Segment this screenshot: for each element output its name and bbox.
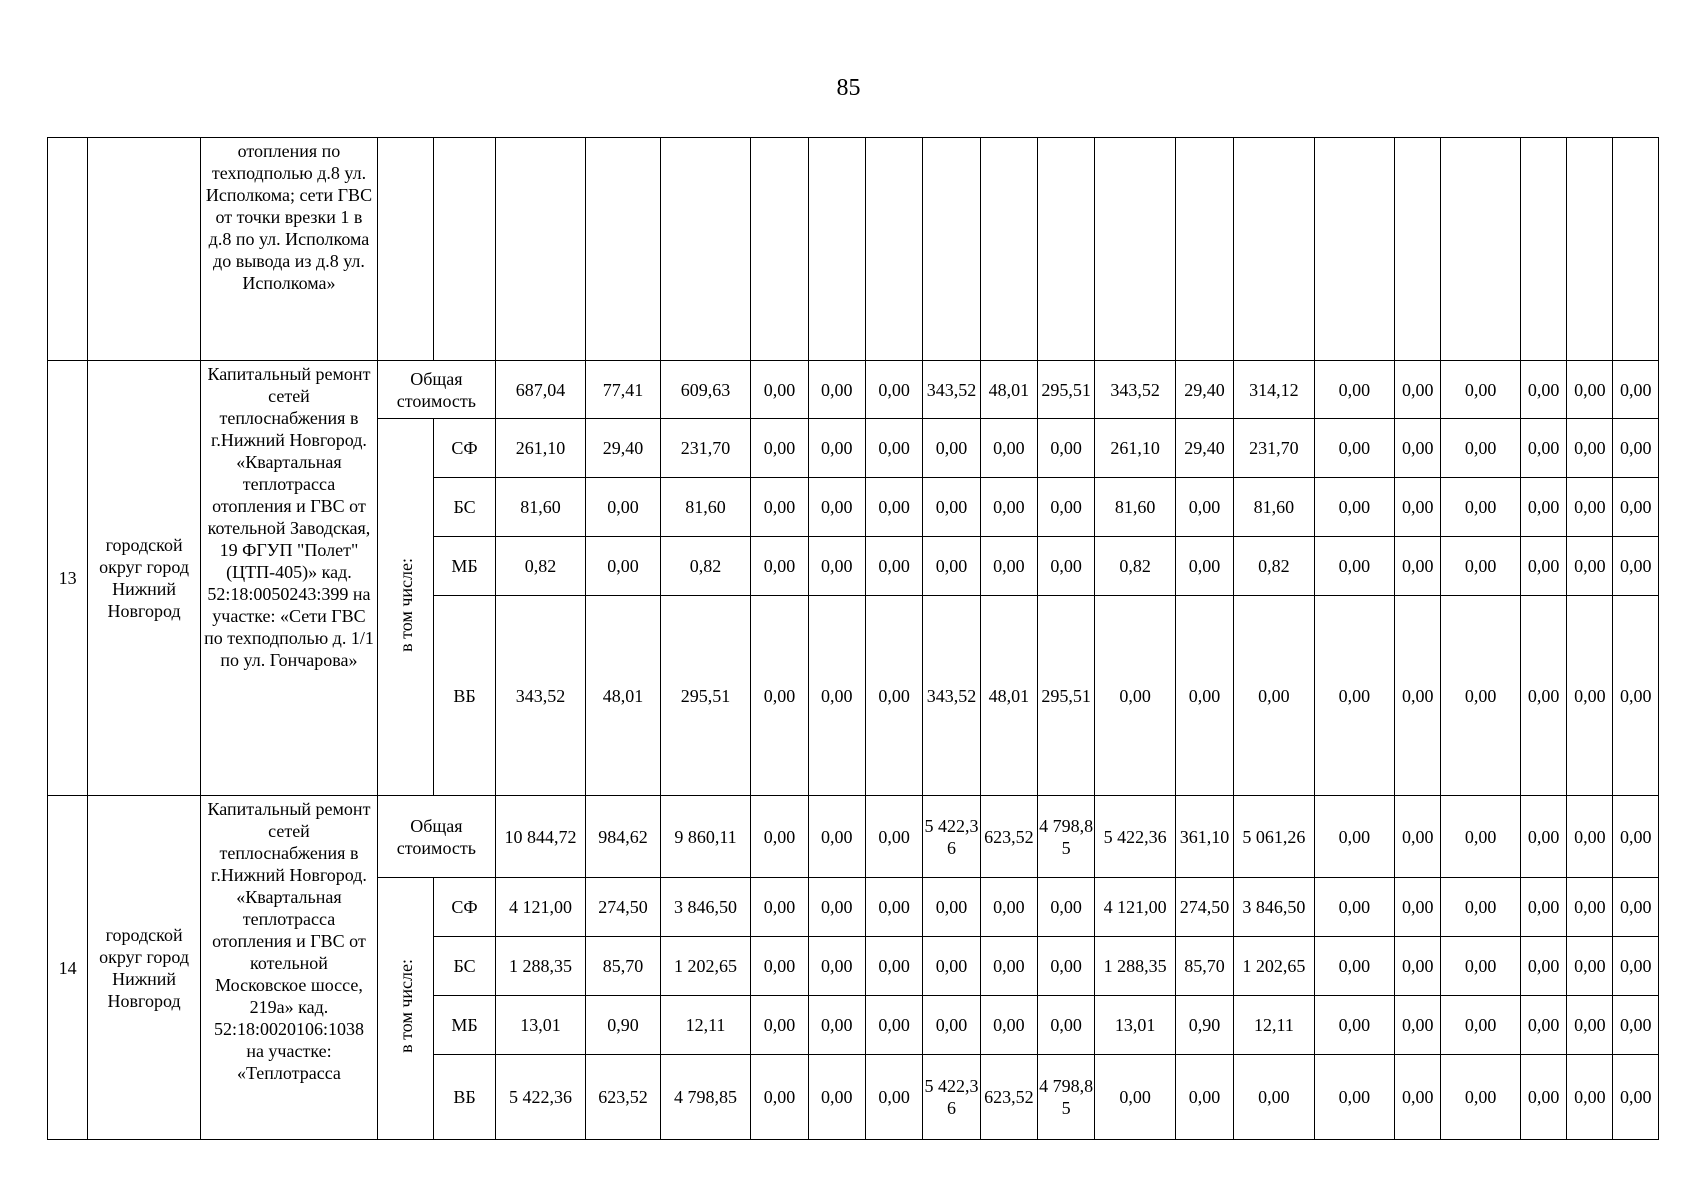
cell-value: 0,00 xyxy=(1395,1055,1441,1140)
cell-value: 0,00 xyxy=(1038,478,1095,537)
cell-value: 0,00 xyxy=(1613,937,1659,996)
cell-value: 4 798,85 xyxy=(660,1055,751,1140)
cell-value: 0,00 xyxy=(586,478,660,537)
cell-source: МБ xyxy=(434,996,495,1055)
cell-total-label: Общая стоимость xyxy=(378,796,496,878)
cell-value: 0,00 xyxy=(980,878,1037,937)
cell-value: 609,63 xyxy=(660,361,751,419)
cell-value: 0,00 xyxy=(1314,878,1394,937)
cell-source: МБ xyxy=(434,537,495,596)
cell-value: 0,00 xyxy=(751,996,808,1055)
cell-value: 0,00 xyxy=(1314,478,1394,537)
cell-value: 0,00 xyxy=(923,537,980,596)
cell-value: 343,52 xyxy=(923,361,980,419)
cell-value: 0,00 xyxy=(751,796,808,878)
cell-value: 343,52 xyxy=(1095,361,1175,419)
cell-value: 0,00 xyxy=(1567,1055,1613,1140)
cell-value: 0,00 xyxy=(1234,1055,1314,1140)
cell-source: СФ xyxy=(434,419,495,478)
cell-value: 0,00 xyxy=(1441,878,1520,937)
cell-value: 0,00 xyxy=(1314,996,1394,1055)
cell-value: 295,51 xyxy=(1038,596,1095,796)
cell-value: 0,00 xyxy=(865,937,922,996)
cell-source: СФ xyxy=(434,878,495,937)
cell-value: 0,00 xyxy=(865,878,922,937)
cell-value: 0,82 xyxy=(1095,537,1175,596)
cell-value: 3 846,50 xyxy=(1234,878,1314,937)
cell-value: 0,00 xyxy=(751,419,808,478)
cell-value: 0,00 xyxy=(865,996,922,1055)
cell-value: 274,50 xyxy=(586,878,660,937)
cell-value: 0,00 xyxy=(1314,419,1394,478)
cell-value: 0,00 xyxy=(1395,537,1441,596)
cell-value: 29,40 xyxy=(586,419,660,478)
cell-value: 1 202,65 xyxy=(660,937,751,996)
cell-value: 1 288,35 xyxy=(1095,937,1175,996)
cell-value: 295,51 xyxy=(660,596,751,796)
cell-value: 0,00 xyxy=(1395,419,1441,478)
cell-value: 0,00 xyxy=(1441,937,1520,996)
cell-value: 0,82 xyxy=(1234,537,1314,596)
table-body xyxy=(48,138,1659,1140)
cell-value: 0,00 xyxy=(808,596,865,796)
cell-value: 231,70 xyxy=(1234,419,1314,478)
cell-value: 0,00 xyxy=(1567,419,1613,478)
cell-value: 623,52 xyxy=(980,1055,1037,1140)
cell-value: 0,82 xyxy=(495,537,586,596)
cell-value: 0,90 xyxy=(586,996,660,1055)
cell-value: 0,00 xyxy=(751,878,808,937)
cell-value: 0,90 xyxy=(1175,996,1233,1055)
cell-municipality: городской округ город Нижний Новгород xyxy=(88,361,201,796)
cell-value: 4 798,85 xyxy=(1038,1055,1095,1140)
cell-value: 0,00 xyxy=(923,937,980,996)
cell-value: 0,00 xyxy=(1613,878,1659,937)
cell-value: 0,00 xyxy=(808,478,865,537)
cell-municipality xyxy=(88,138,201,361)
cell-value: 29,40 xyxy=(1175,361,1233,419)
cell-value: 0,00 xyxy=(586,537,660,596)
cell-value: 81,60 xyxy=(1234,478,1314,537)
cell-value: 0,00 xyxy=(1441,796,1520,878)
cell-value: 0,00 xyxy=(1175,596,1233,796)
cell-value: 0,00 xyxy=(1395,937,1441,996)
cell-value: 0,00 xyxy=(1038,419,1095,478)
cell-value: 0,00 xyxy=(1095,596,1175,796)
cell-value: 0,00 xyxy=(1520,537,1566,596)
table-row-total xyxy=(48,361,1659,419)
cell-num: 14 xyxy=(48,796,88,1140)
cell-value: 0,00 xyxy=(1314,1055,1394,1140)
cell-value: 0,00 xyxy=(1520,796,1566,878)
cell-value: 0,00 xyxy=(865,596,922,796)
cell-value: 0,00 xyxy=(923,996,980,1055)
cell-value: 81,60 xyxy=(495,478,586,537)
cell-value: 0,00 xyxy=(1613,1055,1659,1140)
cell-value: 0,00 xyxy=(808,361,865,419)
cell-value: 77,41 xyxy=(586,361,660,419)
cell-value: 0,00 xyxy=(1441,596,1520,796)
cell-value: 0,00 xyxy=(1613,537,1659,596)
cell-value: 0,00 xyxy=(808,796,865,878)
cell-value: 984,62 xyxy=(586,796,660,878)
cell-value: 9 860,11 xyxy=(660,796,751,878)
cell-value: 314,12 xyxy=(1234,361,1314,419)
cell-value: 0,00 xyxy=(980,996,1037,1055)
cell-including-label xyxy=(378,419,434,796)
cell-value: 0,00 xyxy=(865,537,922,596)
cell-value: 0,00 xyxy=(1095,1055,1175,1140)
cell-value: 1 288,35 xyxy=(495,937,586,996)
cell-value: 5 422,36 xyxy=(495,1055,586,1140)
cell-value: 0,00 xyxy=(1520,596,1566,796)
cell-value: 0,00 xyxy=(808,1055,865,1140)
cell-value: 0,00 xyxy=(1613,478,1659,537)
cell-value: 0,00 xyxy=(923,478,980,537)
cell-value: 13,01 xyxy=(495,996,586,1055)
cell-value: 48,01 xyxy=(980,596,1037,796)
cell-value: 81,60 xyxy=(660,478,751,537)
including-label-text: в том числе: xyxy=(395,557,416,652)
cell-value: 0,00 xyxy=(808,878,865,937)
cell-value: 0,00 xyxy=(1038,937,1095,996)
cell-value: 0,00 xyxy=(1613,361,1659,419)
cell-value: 231,70 xyxy=(660,419,751,478)
cell-municipality: городской округ город Нижний Новгород xyxy=(88,796,201,1140)
cell-description: Капитальный ремонт сетей теплоснабжения в г.Нижний Новгород. «Квартальная теплотрасса отопления и ГВС от котельной Заводская, 19 ФГУП "Полет" (ЦТП-405)» кад. 52:18:0050243:399 на участке: «Сети ГВС по техподполью д. 1/1 по ул. Гончарова» xyxy=(200,361,377,796)
cell-value: 0,00 xyxy=(1234,596,1314,796)
cell-value: 261,10 xyxy=(495,419,586,478)
cell-value: 0,00 xyxy=(1613,596,1659,796)
cell-value: 85,70 xyxy=(586,937,660,996)
cell-value: 687,04 xyxy=(495,361,586,419)
cell-num: 13 xyxy=(48,361,88,796)
cell-value: 5 422,36 xyxy=(923,796,980,878)
cell-value: 0,00 xyxy=(1520,419,1566,478)
cell-value: 0,00 xyxy=(1441,361,1520,419)
cell-value: 10 844,72 xyxy=(495,796,586,878)
cell-value: 13,01 xyxy=(1095,996,1175,1055)
cell-description: отопления по техподполью д.8 ул. Исполкома; сети ГВС от точки врезки 1 в д.8 по ул. Исполкома до вывода из д.8 ул. Исполкома» xyxy=(200,138,377,361)
cell-value: 0,00 xyxy=(1567,478,1613,537)
cell-value: 0,00 xyxy=(1314,796,1394,878)
cell-value: 48,01 xyxy=(980,361,1037,419)
including-label-text: в том числе: xyxy=(395,959,416,1053)
cell-value: 0,00 xyxy=(1567,937,1613,996)
cell-value: 0,00 xyxy=(1567,796,1613,878)
cell-value: 0,00 xyxy=(1441,419,1520,478)
cell-value: 0,00 xyxy=(980,478,1037,537)
cell-value: 0,00 xyxy=(1395,996,1441,1055)
cell-value: 0,00 xyxy=(865,419,922,478)
cell-value: 0,00 xyxy=(1314,361,1394,419)
cell-value: 0,00 xyxy=(751,478,808,537)
cell-value: 0,00 xyxy=(751,361,808,419)
cell-value: 0,00 xyxy=(1520,937,1566,996)
cell-value: 623,52 xyxy=(586,1055,660,1140)
table-row-continued xyxy=(48,138,1659,361)
cell-value: 5 422,36 xyxy=(1095,796,1175,878)
cell-including-label xyxy=(378,878,434,1140)
cell-value: 0,00 xyxy=(1395,361,1441,419)
funding-table xyxy=(47,137,1659,1140)
cell-value: 4 121,00 xyxy=(1095,878,1175,937)
cell-value: 0,00 xyxy=(1395,596,1441,796)
cell-value: 0,00 xyxy=(865,1055,922,1140)
cell-value: 0,00 xyxy=(1613,419,1659,478)
cell-value: 0,00 xyxy=(865,478,922,537)
cell-value: 0,00 xyxy=(1441,478,1520,537)
cell-value: 0,00 xyxy=(1175,537,1233,596)
cell-value: 0,00 xyxy=(980,419,1037,478)
cell-num xyxy=(48,138,88,361)
cell-source: ВБ xyxy=(434,1055,495,1140)
cell-value: 85,70 xyxy=(1175,937,1233,996)
cell-value: 0,00 xyxy=(1395,478,1441,537)
cell-value: 0,00 xyxy=(808,419,865,478)
cell-value: 0,00 xyxy=(751,1055,808,1140)
cell-value: 0,00 xyxy=(1567,996,1613,1055)
cell-value: 48,01 xyxy=(586,596,660,796)
cell-value: 4 121,00 xyxy=(495,878,586,937)
cell-value: 0,00 xyxy=(1314,937,1394,996)
cell-value: 0,00 xyxy=(1520,996,1566,1055)
cell-value: 12,11 xyxy=(660,996,751,1055)
cell-value: 0,00 xyxy=(1441,537,1520,596)
cell-value: 81,60 xyxy=(1095,478,1175,537)
cell-value: 0,00 xyxy=(1395,796,1441,878)
cell-value: 0,00 xyxy=(751,596,808,796)
cell-value: 0,00 xyxy=(1038,878,1095,937)
cell-source: БС xyxy=(434,478,495,537)
cell-value: 0,00 xyxy=(1613,796,1659,878)
cell-value: 274,50 xyxy=(1175,878,1233,937)
cell-value: 0,00 xyxy=(751,937,808,996)
cell-value: 0,00 xyxy=(980,537,1037,596)
cell-value: 623,52 xyxy=(980,796,1037,878)
cell-value: 5 422,36 xyxy=(923,1055,980,1140)
cell-value: 0,00 xyxy=(1441,996,1520,1055)
cell-value: 261,10 xyxy=(1095,419,1175,478)
cell-value: 0,00 xyxy=(923,419,980,478)
cell-value: 0,00 xyxy=(1520,478,1566,537)
cell-value: 3 846,50 xyxy=(660,878,751,937)
cell-description: Капитальный ремонт сетей теплоснабжения в г.Нижний Новгород. «Квартальная теплотрасса отопления и ГВС от котельной Московское шоссе, 219а» кад. 52:18:0020106:1038 на участке: «Теплотрасса xyxy=(200,796,377,1140)
cell-value: 361,10 xyxy=(1175,796,1233,878)
cell-value: 0,82 xyxy=(660,537,751,596)
cell-value: 0,00 xyxy=(1567,596,1613,796)
cell-value: 0,00 xyxy=(1395,878,1441,937)
cell-value: 0,00 xyxy=(1520,1055,1566,1140)
cell-value: 0,00 xyxy=(1314,537,1394,596)
cell-value: 0,00 xyxy=(1567,537,1613,596)
cell-value: 0,00 xyxy=(1613,996,1659,1055)
cell-value: 0,00 xyxy=(808,937,865,996)
cell-value: 0,00 xyxy=(865,796,922,878)
cell-value: 0,00 xyxy=(1038,996,1095,1055)
cell-value: 0,00 xyxy=(923,878,980,937)
cell-value: 1 202,65 xyxy=(1234,937,1314,996)
cell-source: БС xyxy=(434,937,495,996)
cell-value: 0,00 xyxy=(1520,361,1566,419)
cell-value: 0,00 xyxy=(1175,1055,1233,1140)
cell-value: 0,00 xyxy=(1567,878,1613,937)
cell-value: 0,00 xyxy=(1567,361,1613,419)
cell-value: 0,00 xyxy=(1520,878,1566,937)
cell-value: 4 798,85 xyxy=(1038,796,1095,878)
cell-source: ВБ xyxy=(434,596,495,796)
cell-value: 0,00 xyxy=(808,996,865,1055)
page-number: 85 xyxy=(836,75,861,101)
cell-value: 0,00 xyxy=(1175,478,1233,537)
cell-value: 5 061,26 xyxy=(1234,796,1314,878)
table-row-total xyxy=(48,796,1659,878)
cell-total-label: Общая стоимость xyxy=(378,361,496,419)
cell-value: 343,52 xyxy=(923,596,980,796)
cell-value: 343,52 xyxy=(495,596,586,796)
cell-value: 0,00 xyxy=(1038,537,1095,596)
cell-value: 0,00 xyxy=(808,537,865,596)
cell-value: 0,00 xyxy=(751,537,808,596)
cell-value: 29,40 xyxy=(1175,419,1233,478)
cell-value: 0,00 xyxy=(1314,596,1394,796)
cell-value: 0,00 xyxy=(865,361,922,419)
cell-value: 295,51 xyxy=(1038,361,1095,419)
cell-value: 12,11 xyxy=(1234,996,1314,1055)
cell-value: 0,00 xyxy=(980,937,1037,996)
cell-value: 0,00 xyxy=(1441,1055,1520,1140)
